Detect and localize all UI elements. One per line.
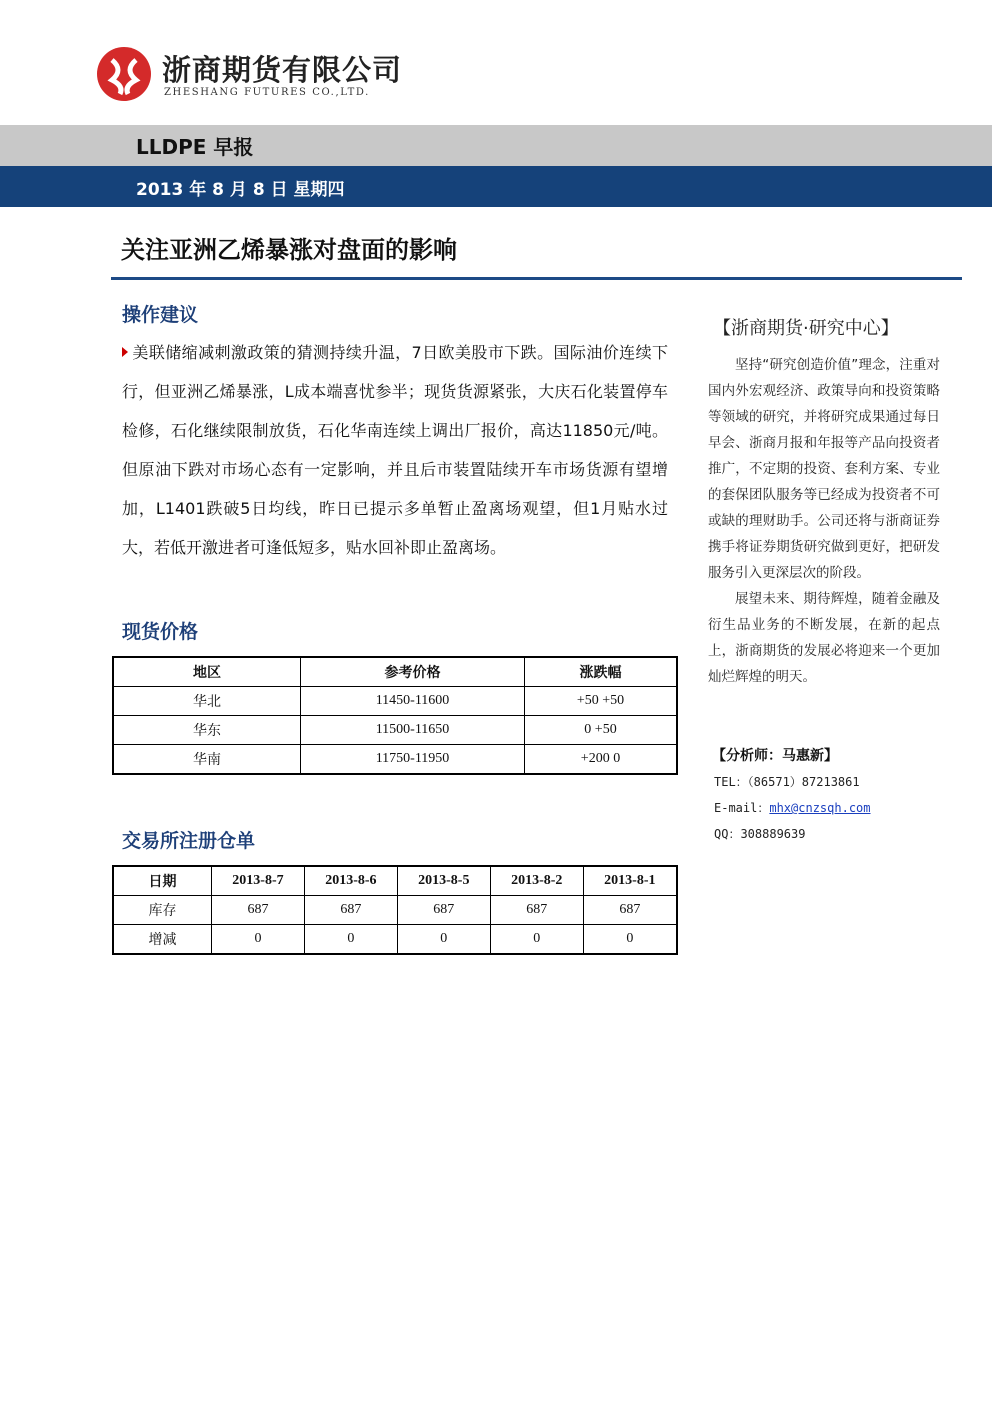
- table-cell: 0: [304, 925, 397, 955]
- advice-body: [122, 333, 668, 567]
- table-row: [113, 896, 677, 925]
- research-center-title: 【浙商期货·研究中心】: [713, 318, 899, 339]
- spot-title: 现货价格: [122, 621, 199, 643]
- table-cell: 687: [583, 896, 677, 925]
- table-row: [113, 687, 677, 716]
- company-name-cn: 浙商期货有限公司: [162, 53, 403, 87]
- warehouse-title: 交易所注册仓单: [122, 830, 256, 852]
- table-header: 2013-8-2: [490, 866, 583, 896]
- warehouse-table: [112, 865, 678, 955]
- headline: 关注亚洲乙烯暴涨对盘面的影响: [121, 236, 457, 264]
- headline-divider: [111, 277, 962, 280]
- table-cell: 687: [397, 896, 490, 925]
- table-header: 地区: [113, 657, 301, 687]
- table-header-row: [113, 866, 677, 896]
- table-cell: +200 0: [525, 745, 678, 775]
- report-title: LLDPE 早报: [136, 135, 254, 159]
- table-header: 2013-8-6: [304, 866, 397, 896]
- spot-price-table: [112, 656, 678, 775]
- advice-title: 操作建议: [122, 304, 199, 326]
- table-cell: 0: [490, 925, 583, 955]
- table-cell: 687: [212, 896, 305, 925]
- table-header-row: [113, 657, 677, 687]
- company-logo-icon: [96, 46, 152, 102]
- table-cell: 687: [304, 896, 397, 925]
- table-cell: 687: [490, 896, 583, 925]
- report-date: 2013 年 8 月 8 日 星期四: [136, 180, 345, 200]
- company-name-en: ZHESHANG FUTURES CO.,LTD.: [164, 87, 370, 98]
- table-header: 2013-8-5: [397, 866, 490, 896]
- table-cell: 11450-11600: [301, 687, 525, 716]
- table-row: [113, 925, 677, 955]
- table-cell: +50 +50: [525, 687, 678, 716]
- date-band: [0, 166, 992, 207]
- table-cell: 库存: [113, 896, 212, 925]
- table-cell: 11750-11950: [301, 745, 525, 775]
- advice-text: 美联储缩减刺激政策的猜测持续升温，7日欧美股市下跌。国际油价连续下行，但亚洲乙烯暴涨，L成本端喜忧参半；现货货源紧张，大庆石化装置停车检修，石化继续限制放货，石化华南连续上调出厂报价，高达11850元/吨。但原油下跌对市场心态有一定影响，并且后市装置陆续开车市场货源有望增加，L1401跌破5日均线，昨日已提示多单暂止盈离场观望，但1月贴水过大，若低开激进者可逢低短多，贴水回补即止盈离场。: [122, 343, 668, 557]
- table-header: 2013-8-7: [212, 866, 305, 896]
- table-cell: 华北: [113, 687, 301, 716]
- table-header: 2013-8-1: [583, 866, 677, 896]
- analyst-tel: TEL：（86571）87213861: [714, 775, 860, 789]
- table-row: [113, 716, 677, 745]
- table-cell: 11500-11650: [301, 716, 525, 745]
- analyst-qq: QQ：308889639: [714, 827, 806, 841]
- table-cell: 0 +50: [525, 716, 678, 745]
- analyst-email: [714, 799, 871, 816]
- email-label: E-mail：: [714, 801, 770, 815]
- email-link[interactable]: mhx@cnzsqh.com: [769, 801, 871, 815]
- table-cell: 华东: [113, 716, 301, 745]
- table-header: 涨跌幅: [525, 657, 678, 687]
- about-paragraph: 展望未来、期待辉煌，随着金融及衍生品业务的不断发展，在新的起点上，浙商期货的发展必将迎来一个更加灿烂辉煌的明天。: [708, 591, 940, 685]
- about-paragraph: 坚持“研究创造价值”理念，注重对国内外宏观经济、政策导向和投资策略等领域的研究，并将研究成果通过每日早会、浙商月报和年报等产品向投资者推广，不定期的投资、套利方案、专业的套保团队服务等已经成为投资者不可或缺的理财助手。公司还将与浙商证券携手将证券期货研究做到更好，把研发服务引入更深层次的阶段。: [708, 357, 940, 581]
- report-title-band: [0, 125, 992, 166]
- table-cell: 0: [397, 925, 490, 955]
- table-header: 日期: [113, 866, 212, 896]
- table-header: 参考价格: [301, 657, 525, 687]
- bullet-arrow-icon: [122, 347, 128, 357]
- company-logo: [96, 46, 403, 106]
- research-center-about: [708, 352, 940, 690]
- table-cell: 0: [583, 925, 677, 955]
- table-cell: 增减: [113, 925, 212, 955]
- table-row: [113, 745, 677, 775]
- table-cell: 华南: [113, 745, 301, 775]
- analyst-name: 【分析师：马惠新】: [712, 748, 838, 764]
- table-cell: 0: [212, 925, 305, 955]
